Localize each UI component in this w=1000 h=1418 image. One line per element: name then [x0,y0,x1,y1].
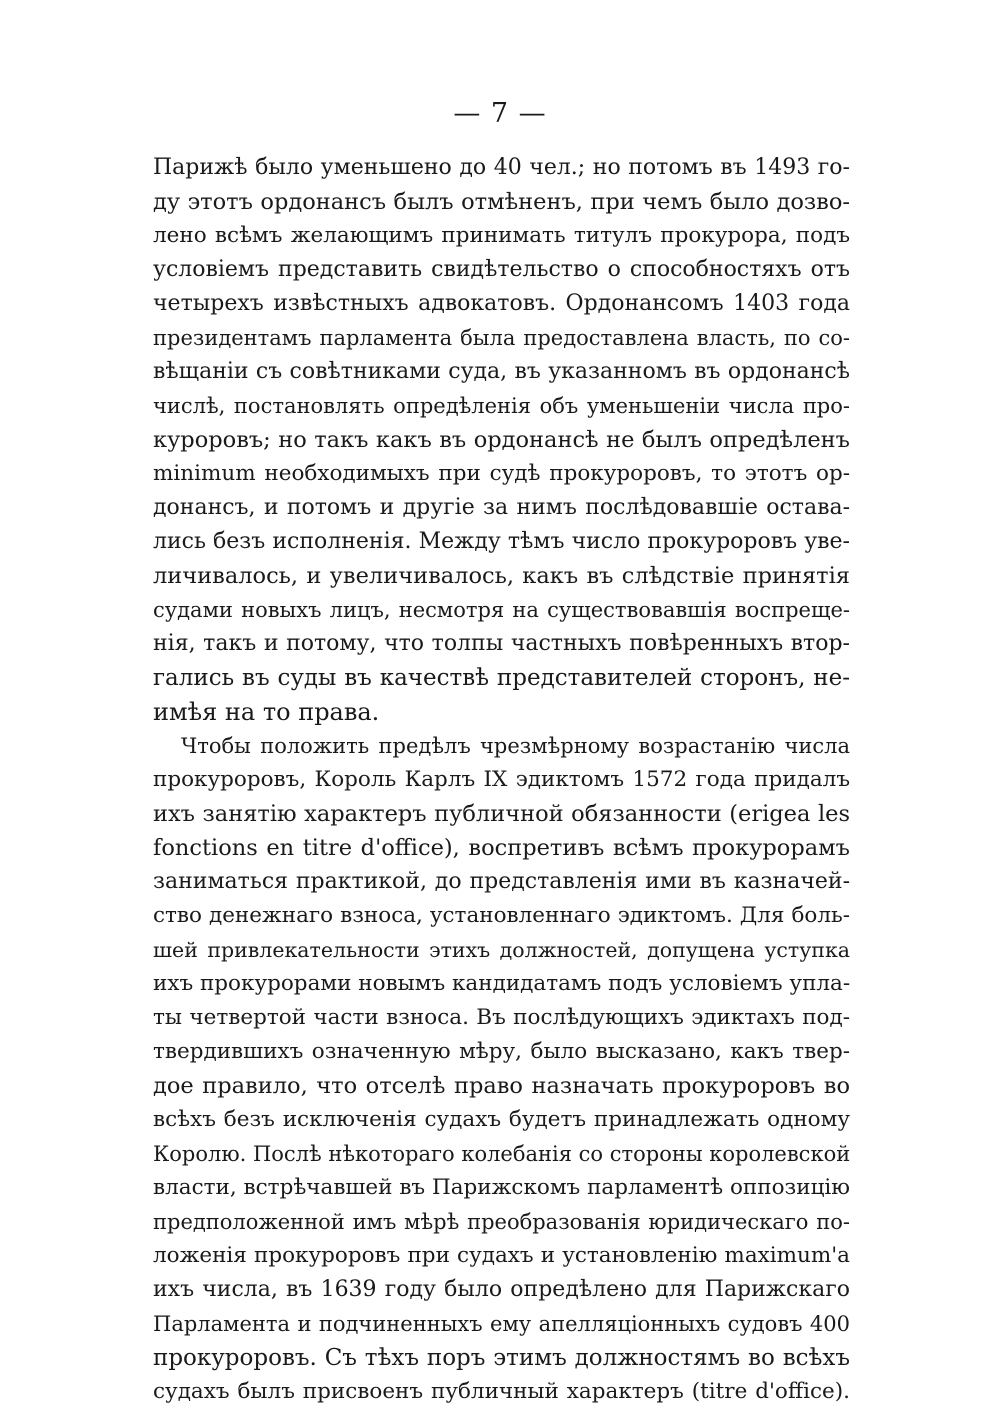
text-line: лись безъ исполненія. Между тѣмъ число прокуроровъ уве- [153,529,850,554]
text-line: Королю. Послѣ нѣкотораго колебанія со стороны королевской [153,1142,850,1166]
text-line: куроровъ; но такъ какъ въ ордонансѣ не былъ опредѣленъ [153,427,850,453]
text-line: Парламента и подчиненныхъ ему апелляціонныхъ судовъ 400 [153,1312,850,1336]
text-line: ихъ числа, въ 1639 году было опредѣлено для Парижскаго [153,1277,850,1302]
text-line: minimum необходимыхъ при судѣ прокуроровъ, то этотъ ор- [153,461,850,486]
text-line: лено всѣмъ желающимъ принимать титулъ прокурора, подъ [153,223,850,248]
text-line: заниматься практикой, до представленія ими въ казначей- [153,869,850,894]
text-line: вѣщаніи съ совѣтниками суда, въ указанномъ въ ордонансѣ [153,359,850,384]
text-line: твердившихъ означенную мѣру, было высказано, какъ твер- [153,1039,850,1064]
text-line: ложенія прокуроровъ при судахъ и установленію maximum'a [153,1243,850,1268]
text-line: ихъ прокурорами новымъ кандидатамъ подъ условіемъ упла- [153,971,850,996]
text-line: нія, такъ и потому, что толпы частныхъ повѣренныхъ втор- [153,631,850,656]
text-line: ихъ занятію характеръ публичной обязанности (erigea les [153,801,850,827]
text-line: ду этотъ ордонансъ былъ отмѣненъ, при чемъ было дозво- [153,189,850,215]
text-line: числѣ, постановлять опредѣленія объ уменьшеніи числа про- [153,394,850,418]
text-line: прокуроровъ. Съ тѣхъ поръ этимъ должностямъ во всѣхъ [153,1345,850,1371]
text-line: предположенной имъ мѣрѣ преобразованія юридическаго по- [153,1210,850,1234]
text-line: ты четвертой части взноса. Въ послѣдующихъ эдиктахъ под- [153,1005,850,1030]
paragraph [153,151,850,729]
text-line: ство денежнаго взноса, установленнаго эдиктомъ. Для боль- [153,903,850,928]
text-line: шей привлекательности этихъ должностей, допущена уступка [153,938,850,962]
text-line: прокуроровъ, Король Карлъ IX эдиктомъ 1572 года придалъ [153,767,850,792]
text-line: судахъ былъ присвоенъ публичный характеръ (titre d'office). [153,1379,850,1404]
text-line: власти, встрѣчавшей въ Парижскомъ парламентѣ оппозицію [153,1175,850,1200]
text-line: fonctions en titre d'office), воспретивъ всѣмъ прокурорамъ [153,835,850,861]
text-line: судами новыхъ лицъ, несмотря на существовавшія воспреще- [153,598,850,622]
text-line: всѣхъ безъ исключенія судахъ будетъ принадлежать одному [153,1107,850,1132]
text-line: донансъ, и потомъ и другіе за нимъ послѣдовавшіе остава- [153,495,850,520]
text-line: четырехъ извѣстныхъ адвокатовъ. Ордонансомъ 1403 года [153,291,850,316]
text-line: личивалось, и увеличивалось, какъ въ слѣдствіе принятія [153,563,850,589]
text-line: Парижѣ было уменьшено до 40 чел.; но потомъ въ 1493 го- [153,155,850,180]
body-text [153,151,850,1409]
paragraph [153,729,850,1409]
text-line: условіемъ представить свидѣтельство о способностяхъ отъ [153,257,850,282]
text-line: гались въ суды въ качествѣ представителей сторонъ, не- [153,665,850,691]
text-line: дое правило, что отселѣ право назначать прокуроровъ во [153,1073,850,1099]
text-line: имѣя на то права. [153,698,380,726]
text-line: Чтобы положить предѣлъ чрезмѣрному возрастанію числа [181,734,850,758]
text-line: президентамъ парламента была предоставлена власть, по со- [153,326,850,350]
page-number: — 7 — [453,98,547,129]
